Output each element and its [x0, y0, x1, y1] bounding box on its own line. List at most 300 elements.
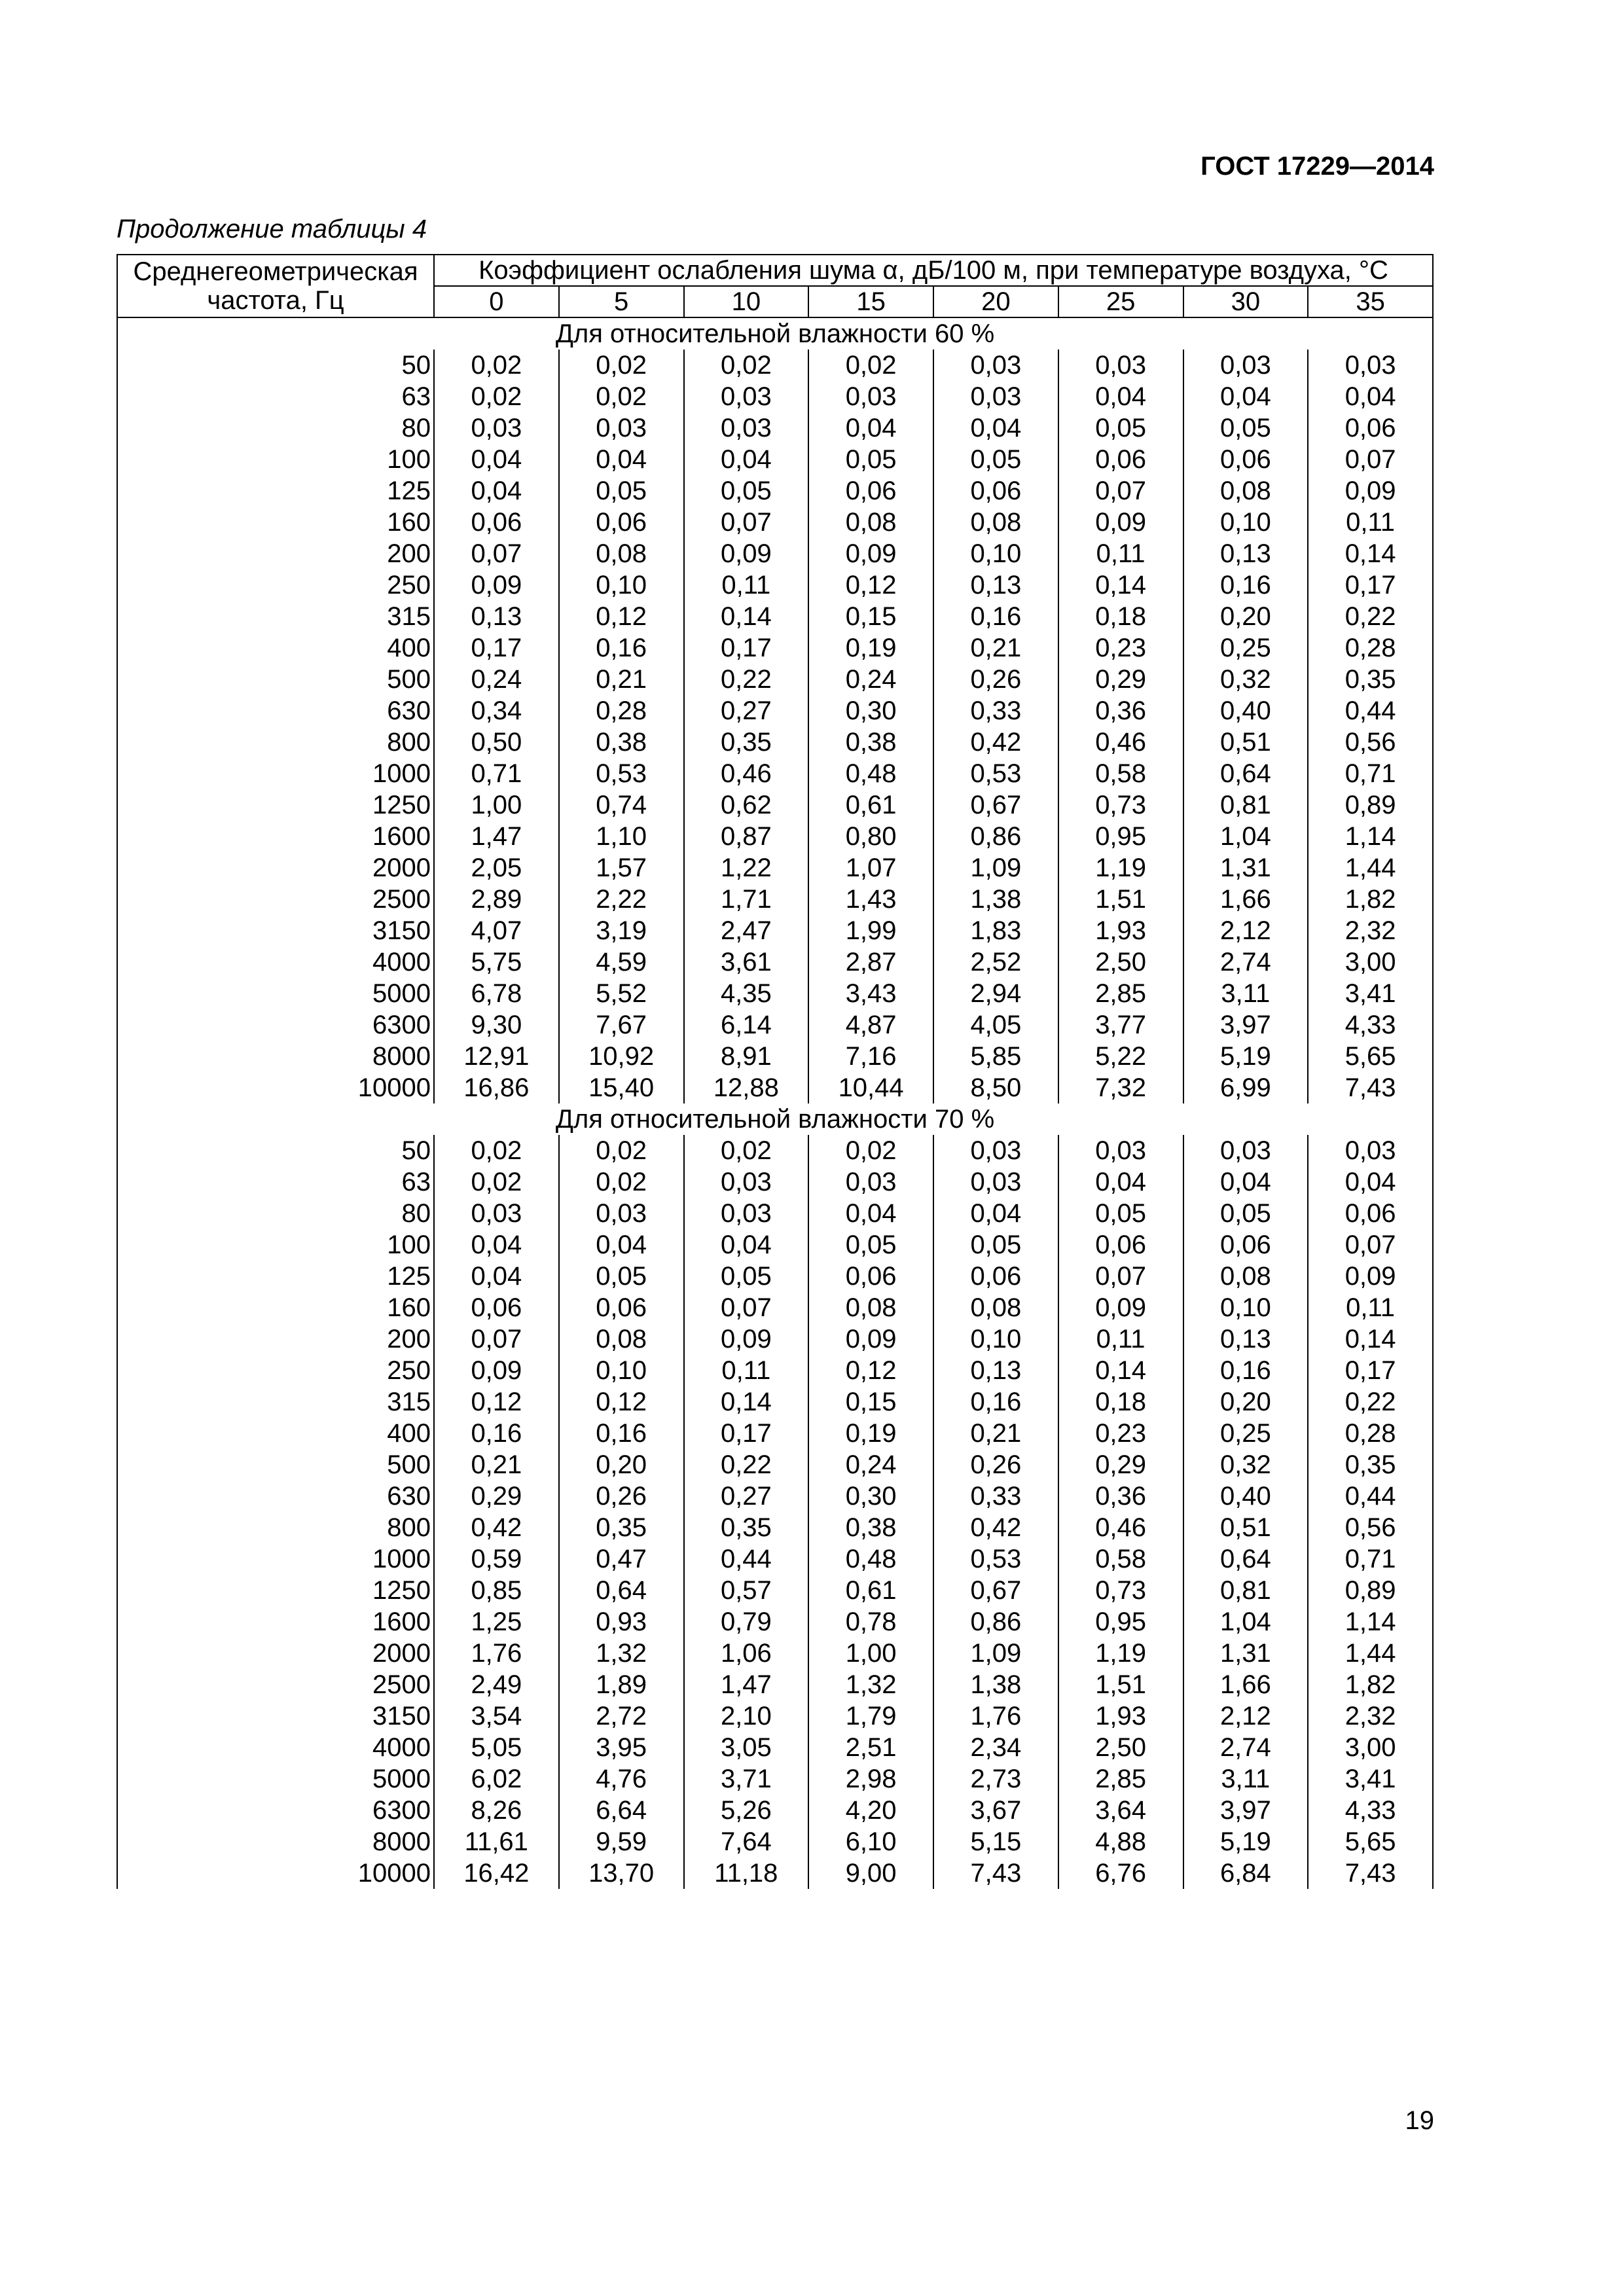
- coefficient-cell: 0,67: [933, 1575, 1058, 1606]
- coefficient-cell: 0,11: [684, 569, 809, 601]
- coefficient-cell: 1,44: [1308, 852, 1433, 884]
- table-row: [117, 1198, 1433, 1229]
- coefficient-cell: 0,04: [1058, 1166, 1183, 1198]
- coefficient-cell: 0,62: [684, 789, 809, 821]
- coefficient-cell: 0,16: [1183, 1355, 1308, 1386]
- coefficient-cell: 2,22: [559, 884, 684, 915]
- coefficient-cell: 0,03: [434, 1198, 559, 1229]
- frequency-cell: 4000: [117, 1732, 434, 1763]
- table-row: [117, 1512, 1433, 1543]
- coefficient-cell: 0,21: [933, 1418, 1058, 1449]
- coefficient-cell: 0,89: [1308, 1575, 1433, 1606]
- coefficient-cell: 0,06: [1183, 444, 1308, 475]
- coefficient-cell: 1,76: [434, 1638, 559, 1669]
- coefficient-cell: 0,61: [808, 1575, 933, 1606]
- coefficient-cell: 2,10: [684, 1700, 809, 1732]
- coefficient-cell: 1,32: [808, 1669, 933, 1700]
- temperature-header: 5: [559, 286, 684, 317]
- coefficient-cell: 0,17: [684, 1418, 809, 1449]
- coefficient-cell: 0,42: [933, 726, 1058, 758]
- temperature-header: 30: [1183, 286, 1308, 317]
- coefficient-cell: 0,05: [808, 1229, 933, 1261]
- coefficient-cell: 0,22: [684, 664, 809, 695]
- coefficient-cell: 2,74: [1183, 1732, 1308, 1763]
- coefficient-cell: 0,18: [1058, 1386, 1183, 1418]
- coefficient-cell: 0,16: [1183, 569, 1308, 601]
- coefficient-cell: 0,86: [933, 821, 1058, 852]
- coefficient-cell: 0,14: [1308, 1323, 1433, 1355]
- coefficient-cell: 0,29: [1058, 1449, 1183, 1480]
- coefficient-cell: 0,14: [1308, 538, 1433, 569]
- coefficient-cell: 0,02: [808, 350, 933, 381]
- coefficient-cell: 0,71: [434, 758, 559, 789]
- coefficient-cell: 0,44: [1308, 695, 1433, 726]
- coefficient-cell: 5,65: [1308, 1041, 1433, 1072]
- coefficient-cell: 0,64: [1183, 1543, 1308, 1575]
- table-row: [117, 1638, 1433, 1669]
- coefficient-cell: 4,33: [1308, 1009, 1433, 1041]
- coefficient-cell: 2,50: [1058, 946, 1183, 978]
- coefficient-cell: 9,30: [434, 1009, 559, 1041]
- coefficient-cell: 0,06: [933, 475, 1058, 507]
- coefficient-cell: 3,61: [684, 946, 809, 978]
- coefficient-cell: 0,12: [808, 569, 933, 601]
- frequency-cell: 50: [117, 350, 434, 381]
- coefficient-cell: 0,23: [1058, 1418, 1183, 1449]
- frequency-cell: 630: [117, 695, 434, 726]
- coefficient-cell: 0,07: [434, 538, 559, 569]
- table-row: [117, 1480, 1433, 1512]
- coefficient-cell: 0,06: [559, 507, 684, 538]
- coefficient-cell: 0,02: [808, 1135, 933, 1166]
- coefficient-cell: 0,47: [559, 1543, 684, 1575]
- coefficient-cell: 4,59: [559, 946, 684, 978]
- coefficient-cell: 0,04: [1183, 381, 1308, 412]
- coefficient-cell: 1,83: [933, 915, 1058, 946]
- coefficient-cell: 8,26: [434, 1795, 559, 1826]
- coefficient-cell: 0,35: [684, 726, 809, 758]
- frequency-cell: 1250: [117, 1575, 434, 1606]
- coefficient-cell: 0,03: [1183, 350, 1308, 381]
- coefficient-cell: 1,00: [434, 789, 559, 821]
- frequency-cell: 10000: [117, 1857, 434, 1889]
- table-row: [117, 1795, 1433, 1826]
- coefficient-cell: 6,10: [808, 1826, 933, 1857]
- temperature-header: 10: [684, 286, 809, 317]
- coefficient-cell: 0,06: [933, 1261, 1058, 1292]
- coefficient-cell: 0,29: [1058, 664, 1183, 695]
- coefficient-cell: 2,05: [434, 852, 559, 884]
- coefficient-cell: 0,03: [933, 1166, 1058, 1198]
- section-title: Для относительной влажности 70 %: [117, 1103, 1433, 1135]
- coefficient-cell: 0,08: [808, 1292, 933, 1323]
- coefficient-cell: 0,05: [1058, 1198, 1183, 1229]
- coefficient-cell: 0,32: [1183, 1449, 1308, 1480]
- frequency-cell: 2500: [117, 884, 434, 915]
- coefficient-cell: 6,84: [1183, 1857, 1308, 1889]
- coefficient-cell: 0,27: [684, 695, 809, 726]
- coefficient-cell: 0,09: [808, 1323, 933, 1355]
- coefficient-cell: 7,67: [559, 1009, 684, 1041]
- coefficient-cell: 3,19: [559, 915, 684, 946]
- coefficient-cell: 0,22: [1308, 601, 1433, 632]
- coefficient-cell: 0,36: [1058, 1480, 1183, 1512]
- coefficient-cell: 1,09: [933, 1638, 1058, 1669]
- frequency-cell: 100: [117, 1229, 434, 1261]
- table-row: [117, 412, 1433, 444]
- coefficient-cell: 1,38: [933, 1669, 1058, 1700]
- frequency-cell: 250: [117, 569, 434, 601]
- coefficient-cell: 0,02: [434, 381, 559, 412]
- coefficient-cell: 0,33: [933, 1480, 1058, 1512]
- coefficient-cell: 1,14: [1308, 821, 1433, 852]
- coefficient-cell: 0,74: [559, 789, 684, 821]
- temperature-header: 35: [1308, 286, 1433, 317]
- frequency-cell: 400: [117, 632, 434, 664]
- coefficient-cell: 0,33: [933, 695, 1058, 726]
- coefficient-cell: 0,06: [1308, 412, 1433, 444]
- coefficient-cell: 0,35: [1308, 664, 1433, 695]
- coefficient-cell: 1,32: [559, 1638, 684, 1669]
- coefficient-cell: 0,34: [434, 695, 559, 726]
- table-row: [117, 1732, 1433, 1763]
- coefficient-cell: 0,58: [1058, 758, 1183, 789]
- coefficient-cell: 1,43: [808, 884, 933, 915]
- coefficient-cell: 0,02: [434, 350, 559, 381]
- frequency-cell: 6300: [117, 1009, 434, 1041]
- coefficient-cell: 0,07: [434, 1323, 559, 1355]
- coefficient-cell: 0,05: [933, 1229, 1058, 1261]
- coefficient-cell: 12,91: [434, 1041, 559, 1072]
- coefficient-cell: 2,89: [434, 884, 559, 915]
- coefficient-cell: 1,44: [1308, 1638, 1433, 1669]
- temperature-header: 15: [808, 286, 933, 317]
- coefficient-cell: 0,32: [1183, 664, 1308, 695]
- coefficient-cell: 0,04: [684, 1229, 809, 1261]
- coefficient-cell: 2,98: [808, 1763, 933, 1795]
- coefficient-cell: 0,09: [808, 538, 933, 569]
- coefficient-cell: 6,76: [1058, 1857, 1183, 1889]
- coefficient-cell: 3,67: [933, 1795, 1058, 1826]
- coefficient-cell: 0,03: [1183, 1135, 1308, 1166]
- coefficient-cell: 0,56: [1308, 1512, 1433, 1543]
- coefficient-cell: 0,02: [684, 350, 809, 381]
- coefficient-cell: 1,00: [808, 1638, 933, 1669]
- table-row: [117, 1009, 1433, 1041]
- coefficient-cell: 0,14: [1058, 1355, 1183, 1386]
- coefficient-cell: 0,50: [434, 726, 559, 758]
- coefficient-cell: 0,02: [559, 381, 684, 412]
- coefficient-cell: 1,51: [1058, 1669, 1183, 1700]
- table-row: [117, 1041, 1433, 1072]
- coefficient-cell: 0,07: [684, 507, 809, 538]
- frequency-cell: 160: [117, 1292, 434, 1323]
- frequency-cell: 2000: [117, 852, 434, 884]
- coefficient-cell: 0,38: [808, 726, 933, 758]
- frequency-cell: 800: [117, 1512, 434, 1543]
- coefficient-cell: 12,88: [684, 1072, 809, 1103]
- coefficient-cell: 0,17: [1308, 569, 1433, 601]
- coefficient-cell: 0,64: [559, 1575, 684, 1606]
- frequency-cell: 5000: [117, 978, 434, 1009]
- coefficient-cell: 0,20: [1183, 1386, 1308, 1418]
- coefficient-cell: 1,82: [1308, 884, 1433, 915]
- coefficient-cell: 0,12: [559, 601, 684, 632]
- table-row: [117, 1355, 1433, 1386]
- coefficient-cell: 0,48: [808, 1543, 933, 1575]
- table-row: [117, 1072, 1433, 1103]
- coefficient-cell: 0,12: [434, 1386, 559, 1418]
- coefficient-cell: 10,44: [808, 1072, 933, 1103]
- frequency-cell: 63: [117, 381, 434, 412]
- coefficient-cell: 5,19: [1183, 1041, 1308, 1072]
- frequency-cell: 500: [117, 664, 434, 695]
- coefficient-cell: 1,57: [559, 852, 684, 884]
- coefficient-cell: 7,43: [933, 1857, 1058, 1889]
- coefficient-cell: 0,79: [684, 1606, 809, 1638]
- coefficient-cell: 0,06: [1058, 1229, 1183, 1261]
- coefficient-cell: 5,26: [684, 1795, 809, 1826]
- coefficient-cell: 4,76: [559, 1763, 684, 1795]
- coefficient-cell: 0,11: [1058, 538, 1183, 569]
- table-row: [117, 695, 1433, 726]
- section-title: Для относительной влажности 60 %: [117, 317, 1433, 350]
- coefficient-cell: 6,99: [1183, 1072, 1308, 1103]
- coefficient-cell: 3,77: [1058, 1009, 1183, 1041]
- coefficient-cell: 0,13: [1183, 538, 1308, 569]
- coefficient-cell: 0,03: [1308, 350, 1433, 381]
- coefficient-cell: 5,75: [434, 946, 559, 978]
- temperature-header: 25: [1058, 286, 1183, 317]
- coefficient-cell: 0,09: [1308, 475, 1433, 507]
- coefficient-cell: 0,67: [933, 789, 1058, 821]
- frequency-cell: 800: [117, 726, 434, 758]
- coefficient-cell: 0,46: [1058, 726, 1183, 758]
- coefficient-cell: 0,02: [684, 1135, 809, 1166]
- coefficient-cell: 3,41: [1308, 1763, 1433, 1795]
- coefficient-cell: 3,95: [559, 1732, 684, 1763]
- coefficient-cell: 1,04: [1183, 821, 1308, 852]
- frequency-cell: 10000: [117, 1072, 434, 1103]
- table-row: [117, 1386, 1433, 1418]
- frequency-cell: 1600: [117, 821, 434, 852]
- coefficient-cell: 0,03: [1058, 350, 1183, 381]
- coefficient-cell: 0,42: [434, 1512, 559, 1543]
- coefficient-cell: 0,10: [559, 1355, 684, 1386]
- coefficient-cell: 0,04: [1183, 1166, 1308, 1198]
- coefficient-cell: 0,80: [808, 821, 933, 852]
- coefficient-cell: 0,04: [434, 444, 559, 475]
- frequency-cell: 200: [117, 1323, 434, 1355]
- coefficient-cell: 0,06: [808, 1261, 933, 1292]
- coefficient-cell: 1,89: [559, 1669, 684, 1700]
- coefficient-cell: 2,85: [1058, 1763, 1183, 1795]
- frequency-cell: 630: [117, 1480, 434, 1512]
- coefficient-cell: 4,35: [684, 978, 809, 1009]
- coefficient-cell: 9,59: [559, 1826, 684, 1857]
- coefficient-cell: 0,14: [1058, 569, 1183, 601]
- coefficient-cell: 0,09: [1058, 507, 1183, 538]
- coefficient-cell: 1,14: [1308, 1606, 1433, 1638]
- coefficient-cell: 1,99: [808, 915, 933, 946]
- frequency-cell: 160: [117, 507, 434, 538]
- frequency-cell: 4000: [117, 946, 434, 978]
- frequency-cell: 80: [117, 1198, 434, 1229]
- coefficient-cell: 0,05: [1058, 412, 1183, 444]
- coefficient-cell: 0,10: [1183, 507, 1308, 538]
- temperature-header: 0: [434, 286, 559, 317]
- coefficient-cell: 0,25: [1183, 1418, 1308, 1449]
- coefficient-cell: 0,08: [933, 1292, 1058, 1323]
- coefficient-cell: 0,10: [933, 538, 1058, 569]
- coefficient-cell: 1,19: [1058, 1638, 1183, 1669]
- coefficient-cell: 6,78: [434, 978, 559, 1009]
- coefficient-cell: 1,79: [808, 1700, 933, 1732]
- coefficient-cell: 3,97: [1183, 1009, 1308, 1041]
- coefficient-cell: 0,17: [684, 632, 809, 664]
- table-row: [117, 1323, 1433, 1355]
- coefficient-cell: 0,06: [1183, 1229, 1308, 1261]
- coefficient-cell: 0,22: [684, 1449, 809, 1480]
- frequency-cell: 1000: [117, 1543, 434, 1575]
- table-row: [117, 1575, 1433, 1606]
- coefficient-cell: 0,18: [1058, 601, 1183, 632]
- coefficient-cell: 2,50: [1058, 1732, 1183, 1763]
- temperature-header: 20: [933, 286, 1058, 317]
- coefficient-cell: 0,85: [434, 1575, 559, 1606]
- coefficient-cell: 0,09: [434, 1355, 559, 1386]
- coefficient-cell: 0,06: [808, 475, 933, 507]
- coefficient-cell: 0,28: [559, 695, 684, 726]
- coefficient-cell: 0,16: [933, 1386, 1058, 1418]
- coefficient-cell: 0,11: [1308, 507, 1433, 538]
- coefficient-cell: 0,40: [1183, 1480, 1308, 1512]
- coefficient-cell: 1,82: [1308, 1669, 1433, 1700]
- coefficient-cell: 0,04: [1308, 1166, 1433, 1198]
- coefficient-cell: 1,19: [1058, 852, 1183, 884]
- coefficient-cell: 0,04: [1058, 381, 1183, 412]
- coefficient-cell: 0,51: [1183, 1512, 1308, 1543]
- coefficient-cell: 0,73: [1058, 789, 1183, 821]
- coefficient-cell: 4,05: [933, 1009, 1058, 1041]
- coefficient-cell: 0,09: [1308, 1261, 1433, 1292]
- coefficient-cell: 7,43: [1308, 1072, 1433, 1103]
- coefficient-cell: 0,04: [559, 444, 684, 475]
- coefficient-cell: 1,71: [684, 884, 809, 915]
- table-row: [117, 444, 1433, 475]
- coefficient-cell: 6,14: [684, 1009, 809, 1041]
- coefficient-cell: 0,11: [1058, 1323, 1183, 1355]
- frequency-cell: 80: [117, 412, 434, 444]
- coefficient-cell: 0,28: [1308, 632, 1433, 664]
- coefficient-cell: 4,33: [1308, 1795, 1433, 1826]
- coefficient-cell: 0,10: [933, 1323, 1058, 1355]
- coefficient-cell: 0,06: [434, 1292, 559, 1323]
- coefficient-cell: 0,03: [684, 412, 809, 444]
- coefficient-cell: 0,26: [933, 664, 1058, 695]
- coefficient-cell: 0,38: [808, 1512, 933, 1543]
- frequency-cell: 50: [117, 1135, 434, 1166]
- coefficient-cell: 0,14: [684, 601, 809, 632]
- coefficient-cell: 0,73: [1058, 1575, 1183, 1606]
- coefficient-cell: 4,07: [434, 915, 559, 946]
- coefficient-cell: 8,50: [933, 1072, 1058, 1103]
- coefficient-cell: 0,53: [933, 1543, 1058, 1575]
- table-row: [117, 1826, 1433, 1857]
- coefficient-cell: 1,09: [933, 852, 1058, 884]
- frequency-cell: 315: [117, 601, 434, 632]
- coefficient-cell: 0,17: [1308, 1355, 1433, 1386]
- coefficient-cell: 0,56: [1308, 726, 1433, 758]
- coefficient-cell: 0,78: [808, 1606, 933, 1638]
- coefficient-cell: 0,30: [808, 1480, 933, 1512]
- coefficient-cell: 3,11: [1183, 1763, 1308, 1795]
- coefficient-cell: 0,30: [808, 695, 933, 726]
- frequency-cell: 200: [117, 538, 434, 569]
- coefficient-cell: 3,05: [684, 1732, 809, 1763]
- coefficient-cell: 0,08: [559, 538, 684, 569]
- coefficient-cell: 0,08: [559, 1323, 684, 1355]
- coefficient-cell: 0,35: [684, 1512, 809, 1543]
- coefficient-cell: 0,26: [933, 1449, 1058, 1480]
- coefficient-cell: 1,25: [434, 1606, 559, 1638]
- coefficient-cell: 0,02: [434, 1166, 559, 1198]
- coefficient-cell: 13,70: [559, 1857, 684, 1889]
- coefficient-cell: 1,76: [933, 1700, 1058, 1732]
- coefficient-cell: 0,81: [1183, 789, 1308, 821]
- coefficient-cell: 0,03: [434, 412, 559, 444]
- coefficient-cell: 0,25: [1183, 632, 1308, 664]
- coefficient-cell: 0,05: [1183, 1198, 1308, 1229]
- coefficient-cell: 2,74: [1183, 946, 1308, 978]
- coefficient-cell: 0,07: [1308, 444, 1433, 475]
- frequency-cell: 315: [117, 1386, 434, 1418]
- coefficient-cell: 1,38: [933, 884, 1058, 915]
- coefficient-cell: 3,71: [684, 1763, 809, 1795]
- coefficient-cell: 0,15: [808, 601, 933, 632]
- coefficient-cell: 4,20: [808, 1795, 933, 1826]
- coefficient-cell: 1,47: [434, 821, 559, 852]
- frequency-cell: 400: [117, 1418, 434, 1449]
- table-row: [117, 1229, 1433, 1261]
- coefficient-cell: 0,05: [933, 444, 1058, 475]
- coefficient-cell: 7,64: [684, 1826, 809, 1857]
- coefficient-cell: 1,04: [1183, 1606, 1308, 1638]
- coefficient-cell: 0,57: [684, 1575, 809, 1606]
- coefficient-cell: 10,92: [559, 1041, 684, 1072]
- table-row: [117, 1669, 1433, 1700]
- coefficient-cell: 0,05: [559, 475, 684, 507]
- coefficient-cell: 0,16: [434, 1418, 559, 1449]
- coefficient-cell: 0,38: [559, 726, 684, 758]
- table-body: [117, 317, 1433, 1889]
- coefficient-cell: 0,03: [933, 381, 1058, 412]
- table-row: [117, 1418, 1433, 1449]
- coefficient-cell: 0,53: [559, 758, 684, 789]
- coefficient-cell: 0,64: [1183, 758, 1308, 789]
- table-row: [117, 1543, 1433, 1575]
- table-row: [117, 978, 1433, 1009]
- coefficient-cell: 1,93: [1058, 915, 1183, 946]
- frequency-cell: 500: [117, 1449, 434, 1480]
- coefficient-cell: 16,86: [434, 1072, 559, 1103]
- coefficient-cell: 0,11: [1308, 1292, 1433, 1323]
- coefficient-cell: 5,05: [434, 1732, 559, 1763]
- coefficient-cell: 0,46: [684, 758, 809, 789]
- coefficient-cell: 0,59: [434, 1543, 559, 1575]
- coefficient-cell: 0,28: [1308, 1418, 1433, 1449]
- coefficient-cell: 2,52: [933, 946, 1058, 978]
